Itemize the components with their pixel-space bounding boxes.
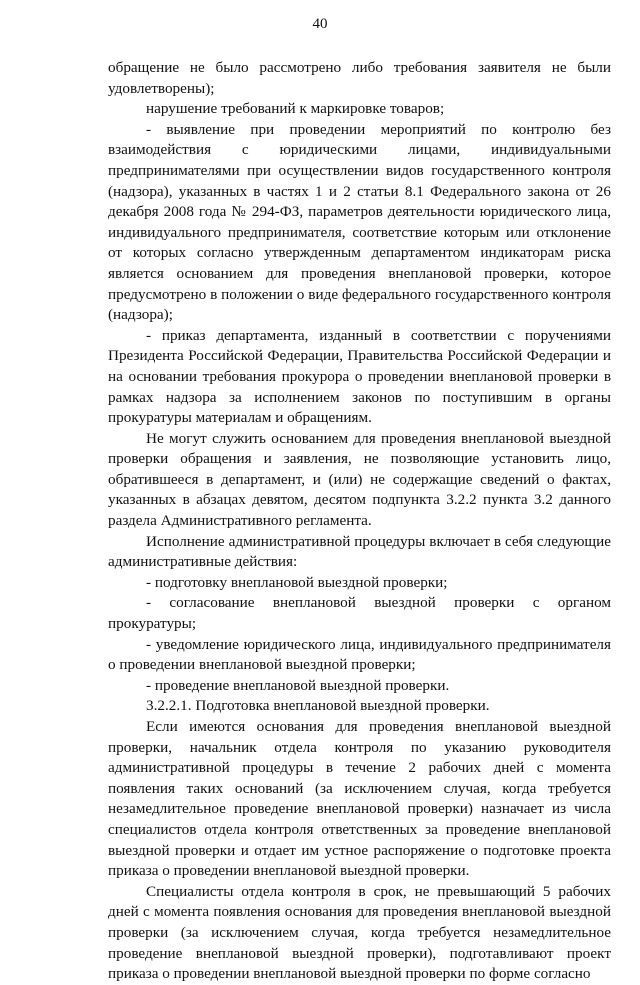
paragraph-4: - приказ департамента, изданный в соответствии с поручениями Президента Российской Федерации, Правительства Российской Федерации и на основании требования прокурора о проведении внеплановой проверки в рамках надзора за исполнением законов по поступившим в органы прокуратуры материалам и обращениям. — [108, 326, 611, 427]
paragraph-1: обращение не было рассмотрено либо требования заявителя не были удовлетворены); — [108, 59, 611, 97]
paragraph-9: - уведомление юридического лица, индивидуального предпринимателя о проведении внеплановой выездной проверки; — [108, 635, 611, 674]
paragraph-3: - выявление при проведении мероприятий по контролю без взаимодействия с юридическими лицами, индивидуальными предпринимателями при осуществлении видов государственного контроля (надзора), указанных в частях 1 и 2 статьи 8.1 Федерального закона от 26 декабря 2008 года № 294-ФЗ, параметров деятельности юридического лица, индивидуального предпринимателя, соответствие которым или отклонение от которых согласно утвержденным департаментом индикаторам риска является основанием для проведения внеплановой проверки, которое предусмотрено в положении о виде федерального государственного контроля (надзора); — [108, 120, 611, 324]
paragraph-6: Исполнение административной процедуры включает в себя следующие административные действия: — [108, 532, 611, 571]
paragraph-8: - согласование внеплановой выездной проверки с органом прокуратуры; — [108, 594, 611, 633]
paragraph-11: 3.2.2.1. Подготовка внеплановой выездной проверки. — [146, 697, 490, 715]
paragraph-5: Не могут служить основанием для проведения внеплановой выездной проверки обращения и заявления, не позволяющие установить лицо, обратившееся в департамент, и (или) не содержащие сведений о фактах, указанных в абзацах девятом, десятом подпункта 3.2.2 пункта 3.2 данного раздела Административного регламента. — [108, 429, 611, 530]
paragraph-2: нарушение требований к маркировке товаров; — [146, 100, 445, 118]
paragraph-12: Если имеются основания для проведения внеплановой выездной проверки, начальник отдела контроля по указанию руководителя административной процедуры в течение 2 рабочих дней с момента появления таких оснований (за исключением случая, когда требуется незамедлительное проведение внеплановой проверки) назначает из числа специалистов отдела контроля ответственных за проведение внеплановой выездной проверки и отдает им устное распоряжение о подготовке проекта приказа о проведении внеплановой выездной проверки. — [108, 718, 611, 880]
paragraph-7: - подготовку внеплановой выездной проверки; — [146, 573, 448, 591]
document-body — [108, 58, 611, 985]
paragraph-10: - проведение внеплановой выездной проверки. — [146, 676, 450, 694]
page-number: 40 — [312, 16, 328, 32]
paragraph-13: Специалисты отдела контроля в срок, не превышающий 5 рабочих дней с момента появления основания для проведения внеплановой выездной проверки (за исключением случая, когда требуется незамедлительное проведение внеплановой выездной проверки), подготавливают проект приказа о проведении внеплановой выездной проверки по форме согласно — [108, 882, 611, 983]
